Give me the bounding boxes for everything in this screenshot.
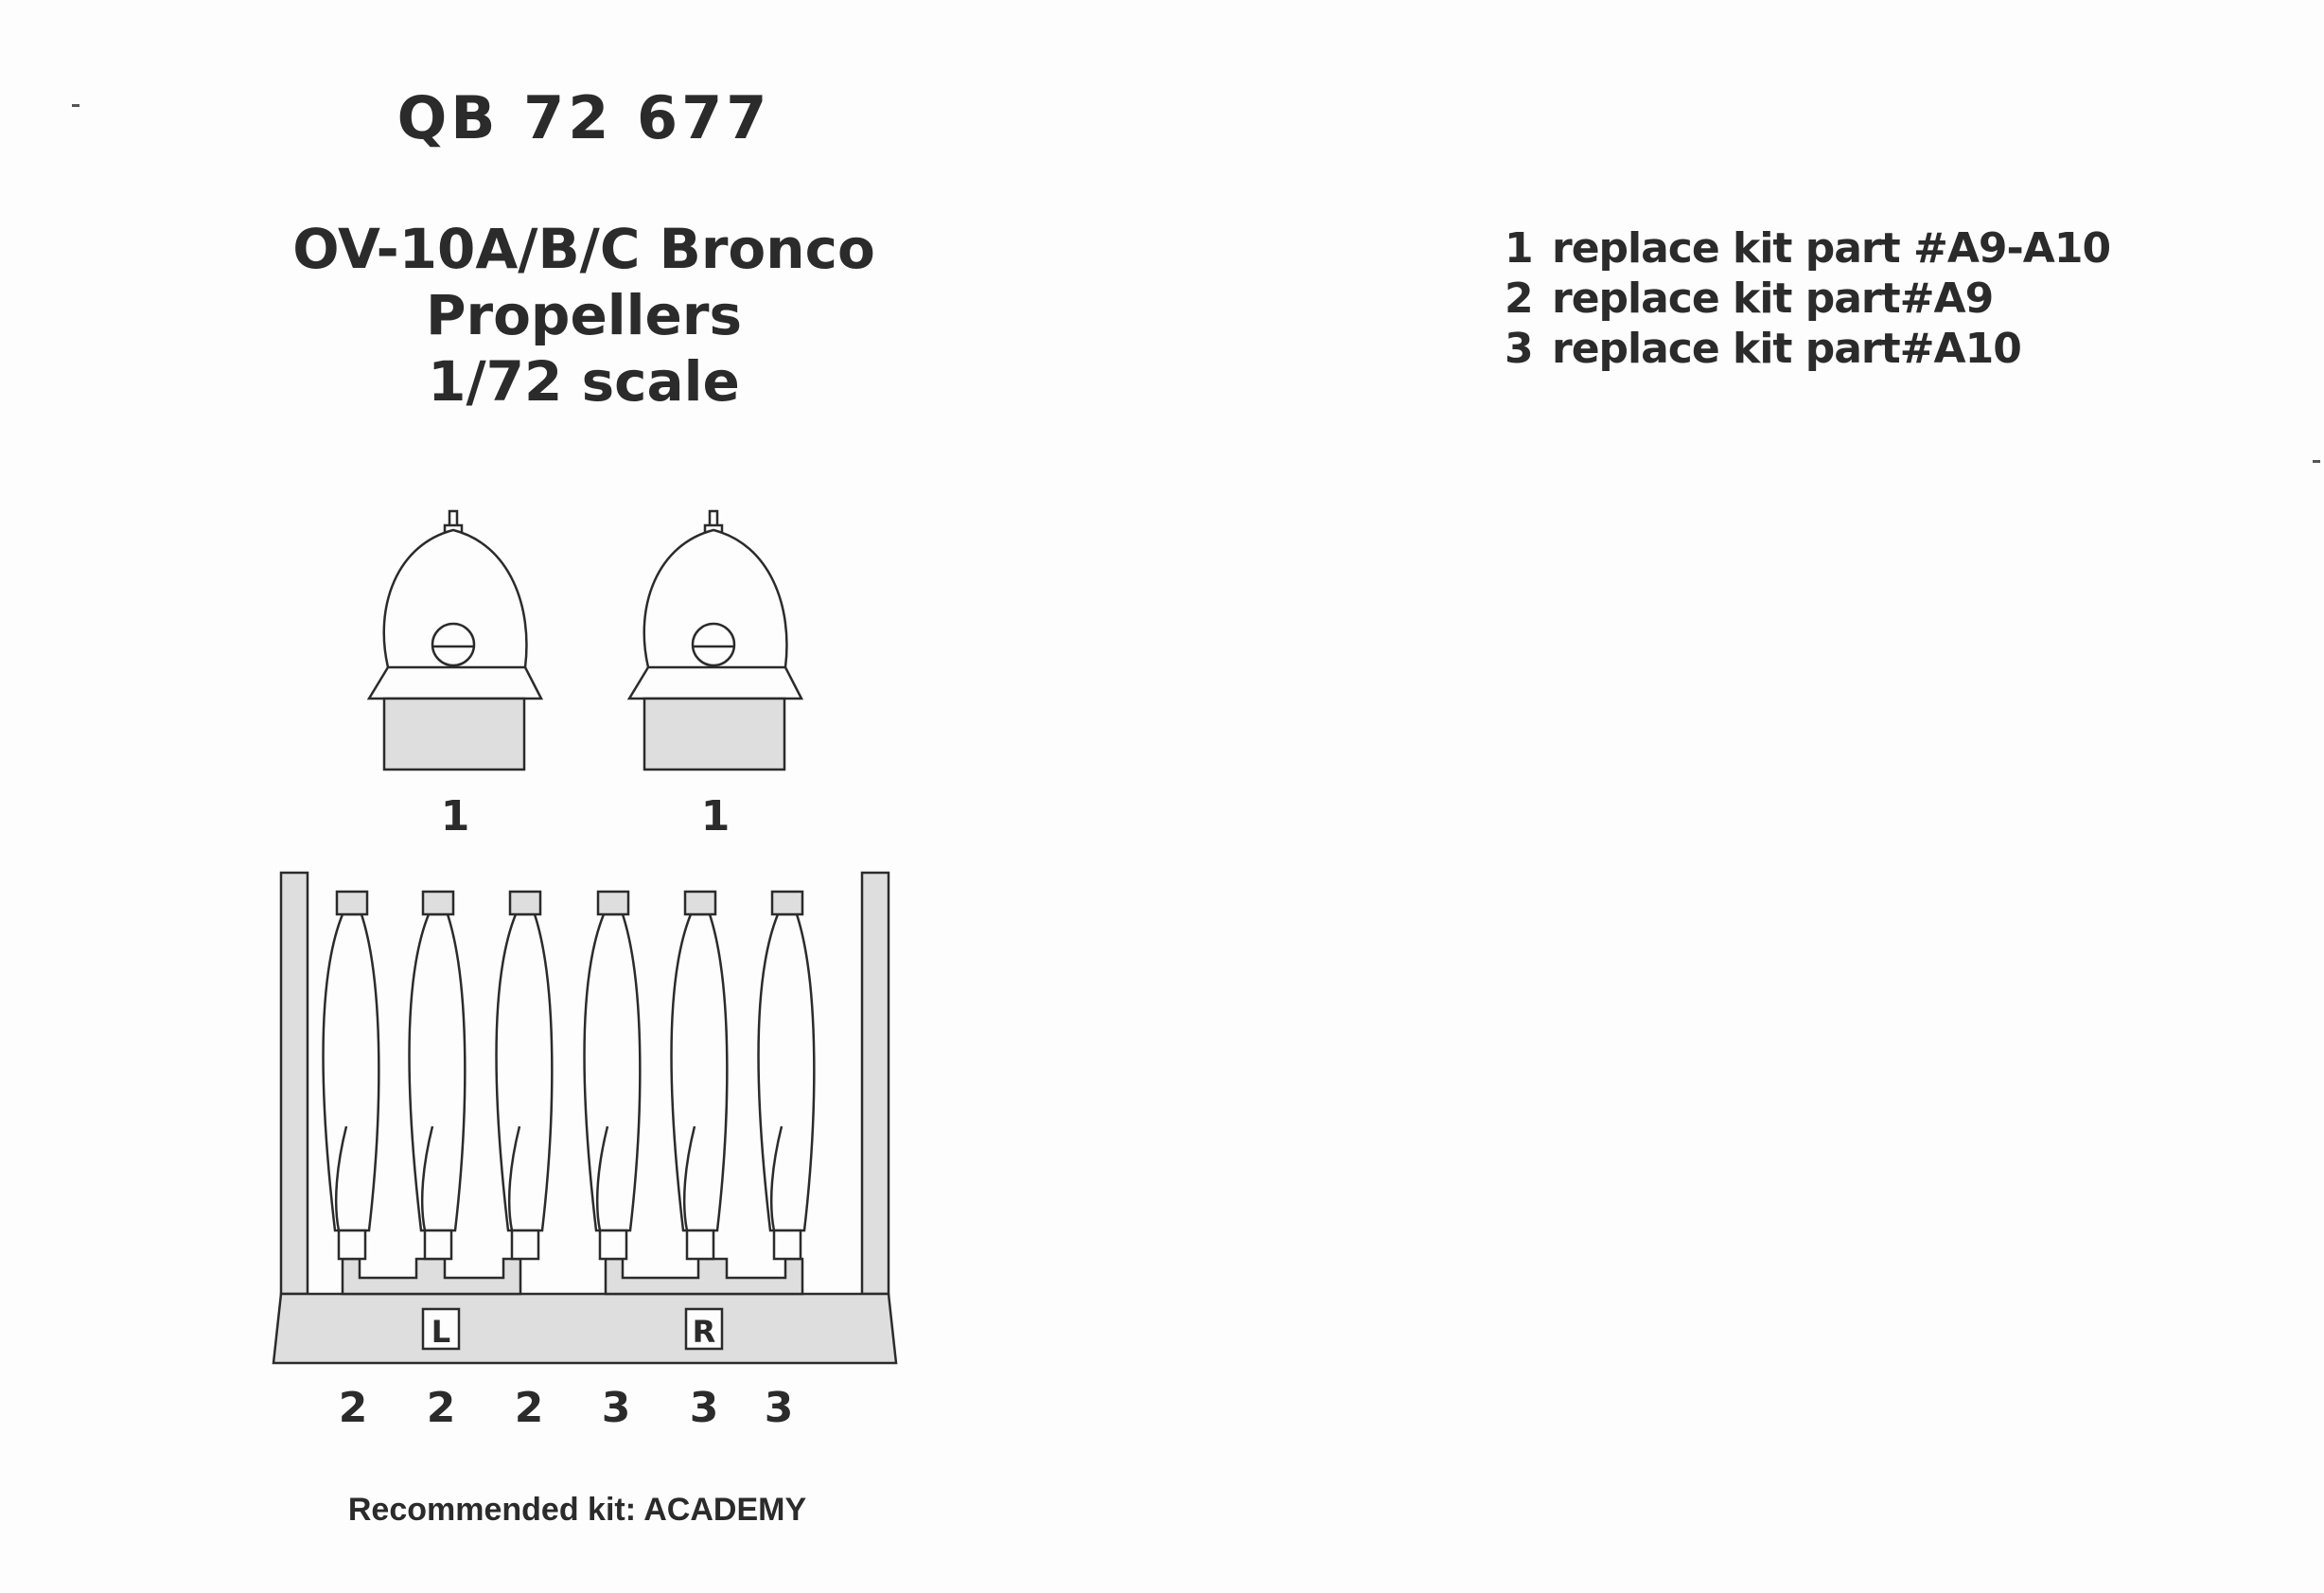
spinner-part-1 bbox=[629, 511, 801, 770]
title-line-scale: 1/72 scale bbox=[428, 349, 740, 414]
fret-post-right bbox=[862, 873, 889, 1294]
legend-text: replace kit part #A9-A10 bbox=[1552, 224, 2111, 273]
side-label-right: R bbox=[692, 1314, 716, 1350]
title-line-subject: Propellers bbox=[425, 283, 743, 347]
fret-runner-left bbox=[343, 1259, 520, 1294]
blade-tip-stub bbox=[598, 892, 628, 914]
spinner-part-label: 1 bbox=[440, 792, 470, 841]
spinner-band bbox=[369, 667, 541, 699]
propeller-blade bbox=[410, 892, 466, 1259]
blade-part-label: 3 bbox=[764, 1384, 794, 1432]
blade-part-label: 2 bbox=[426, 1384, 456, 1432]
blade-tip-stub bbox=[510, 892, 540, 914]
propeller-blade bbox=[585, 892, 641, 1259]
blade-body bbox=[410, 914, 466, 1230]
blade-part-label: 2 bbox=[338, 1384, 368, 1432]
side-label-left: L bbox=[431, 1314, 451, 1350]
blade-tip-stub bbox=[423, 892, 453, 914]
legend-number: 2 bbox=[1505, 274, 1533, 323]
propeller-blade bbox=[497, 892, 553, 1259]
spinner-hub bbox=[644, 699, 784, 770]
legend-text: replace kit part#A9 bbox=[1552, 274, 1994, 323]
blade-root bbox=[425, 1230, 451, 1259]
propeller-blades bbox=[324, 892, 815, 1259]
spinner-hole bbox=[693, 624, 734, 665]
blade-root bbox=[512, 1230, 538, 1259]
blade-part-label: 3 bbox=[601, 1384, 631, 1432]
spinner-hub bbox=[384, 699, 524, 770]
blade-body bbox=[585, 914, 641, 1230]
spinner-band bbox=[629, 667, 801, 699]
blade-body bbox=[497, 914, 553, 1230]
propeller-blade bbox=[672, 892, 728, 1259]
fret-post-left bbox=[281, 873, 308, 1294]
legend-number: 1 bbox=[1505, 224, 1533, 273]
recommended-kit: Recommended kit: ACADEMY bbox=[347, 1492, 807, 1528]
blade-body bbox=[324, 914, 379, 1230]
fret-base bbox=[273, 1294, 896, 1363]
product-code: QB 72 677 bbox=[396, 83, 771, 152]
fret-runner-right bbox=[606, 1259, 802, 1294]
blade-tip-stub bbox=[772, 892, 802, 914]
blade-part-label: 3 bbox=[689, 1384, 719, 1432]
blade-root bbox=[600, 1230, 626, 1259]
blade-tip-stub bbox=[685, 892, 715, 914]
spinner-part-1 bbox=[369, 511, 541, 770]
legend-number: 3 bbox=[1505, 325, 1533, 373]
propeller-blade bbox=[324, 892, 379, 1259]
blade-root bbox=[774, 1230, 801, 1259]
blade-part-label: 2 bbox=[514, 1384, 544, 1432]
blade-root bbox=[687, 1230, 713, 1259]
blade-body bbox=[759, 914, 815, 1230]
legend-text: replace kit part#A10 bbox=[1552, 325, 2021, 373]
scan-mark bbox=[72, 104, 79, 107]
title-line-model: OV-10A/B/C Bronco bbox=[292, 217, 875, 281]
spinner-part-label: 1 bbox=[700, 792, 731, 841]
scan-mark bbox=[2313, 460, 2320, 463]
blade-root bbox=[339, 1230, 365, 1259]
spinner-hole bbox=[432, 624, 474, 665]
propeller-blade bbox=[759, 892, 815, 1259]
blade-tip-stub bbox=[337, 892, 367, 914]
blade-body bbox=[672, 914, 728, 1230]
